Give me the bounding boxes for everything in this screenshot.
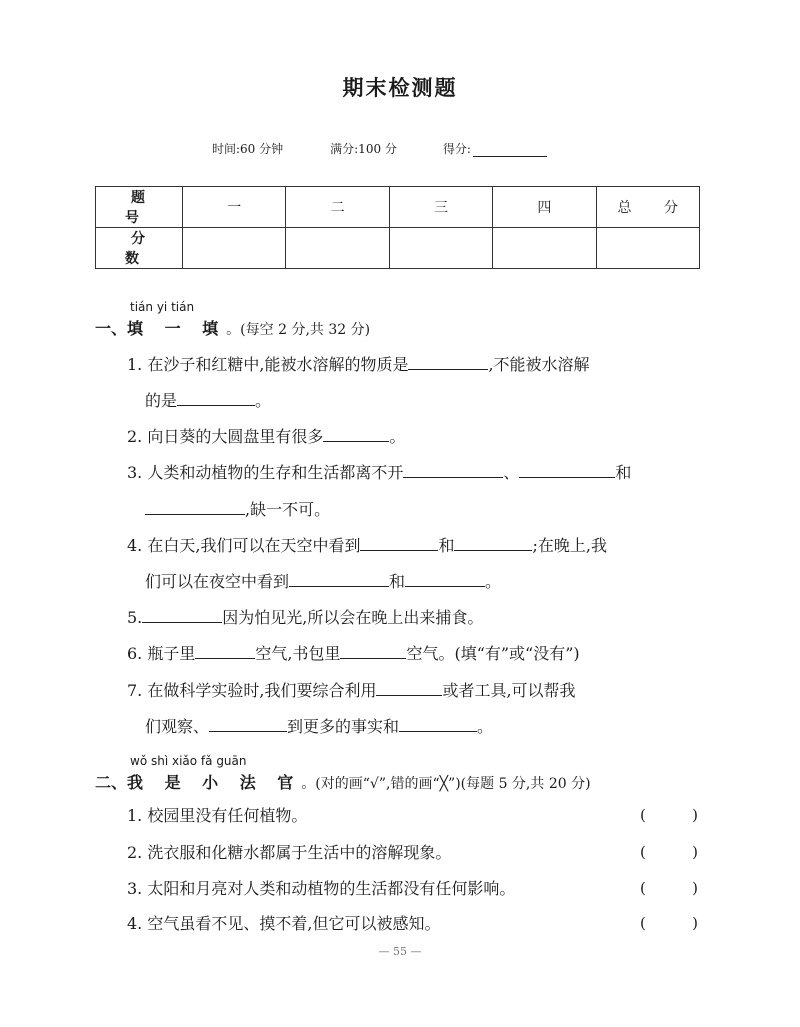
q3-blank-1[interactable] [403, 462, 503, 478]
q1-blank-2[interactable] [177, 390, 255, 406]
q2-text-b: 。 [389, 427, 406, 446]
q4-text-b: 和 [438, 536, 455, 555]
section1-number: 一、 [95, 319, 128, 338]
q3-text-c: 和 [615, 463, 632, 482]
q6-text-a: 6. 瓶子里 [127, 644, 196, 663]
judge-item-2: 2. 洗衣服和化糖水都属于生活中的溶解现象。 [127, 843, 452, 862]
exam-meta [212, 140, 547, 157]
q7-blank-3[interactable] [399, 716, 477, 732]
q7-text-e: 。 [477, 717, 494, 736]
question-5 [127, 607, 483, 628]
q5-text-b: 因为怕见光,所以会在晚上出来捕食。 [222, 608, 484, 627]
section2-number: 二、 [95, 773, 128, 792]
section1-pinyin: tián yi tián [130, 300, 195, 314]
score-cell-2[interactable] [286, 228, 389, 269]
q6-text-b: 空气,书包里 [255, 644, 341, 663]
judge-answer-1[interactable]: ( ) [640, 806, 698, 824]
q4-blank-2[interactable] [454, 535, 532, 551]
score-cell-total[interactable] [596, 228, 699, 269]
q4-text-f: 。 [485, 572, 502, 591]
section2-pinyin: wǒ shì xiǎo fǎ guān [130, 754, 247, 768]
q7-text-c: 们观察、 [145, 717, 210, 736]
judge-item-3: 3. 太阳和月亮对人类和动植物的生活都没有任何影响。 [127, 879, 516, 898]
q3-blank-3[interactable] [145, 499, 245, 515]
section2-heading [95, 770, 591, 793]
question-3-line-2 [145, 499, 330, 520]
section1-rule: 。(每空 2 分,共 32 分) [226, 322, 371, 338]
section2-title: 我 是 小 法 官 [127, 773, 302, 792]
q2-text-a: 2. 向日葵的大圆盘里有很多 [127, 427, 324, 446]
header-cell-2: 二 [286, 187, 389, 228]
score-label: 得分: [442, 142, 471, 156]
question-1-line-2 [145, 390, 271, 411]
score-blank[interactable] [473, 142, 547, 157]
score-cell-1[interactable] [183, 228, 286, 269]
q4-blank-1[interactable] [360, 535, 438, 551]
page-number: — 55 — [378, 945, 422, 958]
time-info: 时间:60 分钟 [212, 142, 284, 156]
q4-text-d: 们可以在夜空中看到 [145, 572, 290, 591]
q4-text-a: 4. 在白天,我们可以在天空中看到 [127, 536, 361, 555]
q1-text-a: 1. 在沙子和红糖中,能被水溶解的物质是 [127, 355, 409, 374]
q4-blank-3[interactable] [289, 571, 389, 587]
score-table-score-row [96, 228, 700, 269]
question-3-line-1 [127, 462, 631, 483]
row-label-score: 分 数 [96, 228, 183, 269]
question-4-line-1 [127, 535, 607, 556]
question-7-line-1 [127, 680, 576, 701]
judge-answer-3[interactable]: ( ) [640, 879, 698, 897]
q3-text-a: 3. 人类和动植物的生存和生活都离不开 [127, 463, 404, 482]
question-1-line-1 [127, 354, 590, 375]
q4-text-e: 和 [389, 572, 406, 591]
section1-title: 填 一 填 [127, 319, 227, 338]
q3-text-d: ,缺一不可。 [245, 500, 331, 519]
q4-blank-4[interactable] [405, 571, 485, 587]
q6-blank-1[interactable] [195, 643, 255, 659]
score-cell-3[interactable] [389, 228, 492, 269]
q1-blank-1[interactable] [408, 354, 488, 370]
header-cell-total: 总 分 [596, 187, 699, 228]
judge-answer-4[interactable]: ( ) [640, 914, 698, 932]
q1-text-d: 。 [255, 391, 272, 410]
q1-text-b: ,不能被水溶解 [488, 355, 590, 374]
question-4-line-2 [145, 571, 501, 592]
q6-blank-2[interactable] [340, 643, 406, 659]
score-cell-4[interactable] [493, 228, 596, 269]
judge-item-4: 4. 空气虽看不见、摸不着,但它可以被感知。 [127, 914, 441, 933]
section2-rule: 。(对的画“√”,错的画“╳”)(每题 5 分,共 20 分) [301, 776, 591, 792]
q4-text-c: ;在晚上,我 [532, 536, 607, 555]
judge-answer-2[interactable]: ( ) [640, 843, 698, 861]
q7-text-d: 到更多的事实和 [287, 717, 400, 736]
q1-text-c: 的是 [145, 391, 178, 410]
q7-text-b: 或者工具,可以帮我 [442, 681, 576, 700]
question-6 [127, 643, 580, 664]
q6-text-c: 空气。(填“有”或“没有”) [406, 644, 580, 663]
score-table-header-row [96, 187, 700, 228]
q2-blank[interactable] [323, 426, 389, 442]
q5-text-a: 5. [127, 608, 143, 627]
page-title: 期末检测题 [342, 76, 458, 100]
header-cell-3: 三 [389, 187, 492, 228]
q3-text-b: 、 [503, 463, 520, 482]
q7-text-a: 7. 在做科学实验时,我们要综合利用 [127, 681, 377, 700]
question-7-line-2 [145, 716, 493, 737]
q5-blank[interactable] [142, 607, 222, 623]
q3-blank-2[interactable] [519, 462, 615, 478]
header-cell-4: 四 [493, 187, 596, 228]
q7-blank-1[interactable] [376, 680, 442, 696]
header-cell-label: 题 号 [96, 187, 183, 228]
full-score-info: 满分:100 分 [330, 142, 397, 156]
section1-heading [95, 316, 370, 339]
question-2 [127, 426, 405, 447]
score-table [95, 186, 700, 269]
header-cell-1: 一 [183, 187, 286, 228]
q7-blank-2[interactable] [209, 716, 287, 732]
judge-item-1: 1. 校园里没有任何植物。 [127, 806, 308, 825]
